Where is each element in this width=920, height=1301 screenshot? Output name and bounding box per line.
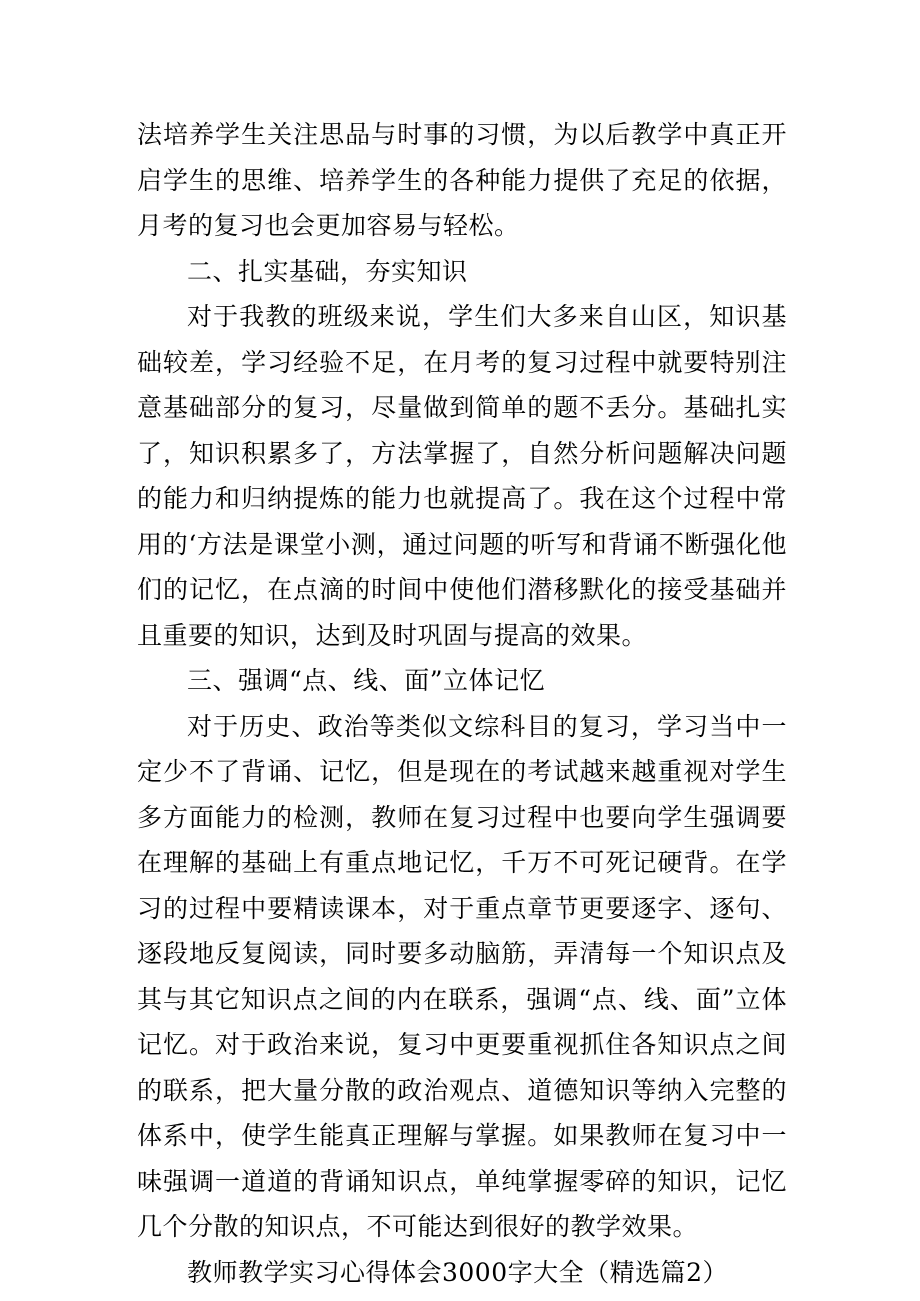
section-heading-2: 二、扎实基础，夯实知识	[187, 256, 468, 286]
paragraph-memory: 对于历史、政治等类似文综科目的复习，学习当中一定少不了背诵、记忆，但是现在的考试越来越重视对学生多方面能力的检测，教师在复习过程中也要向学生强调要在理解的基础上有重点地记忆，千万不可死记硬背。在学习的过程中要精读课本，对于重点章节更要逐字、逐句、逐段地反复阅读，同时要多动脑筋，弄清每一个知识点及其与其它知识点之间的内在联系，强调“点、线、面”立体记忆。对于政治来说，复习中更要重视抓住各知识点之间的联系，把大量分散的政治观点、道德知识等纳入完整的体系中，使学生能真正理解与掌握。如果教师在复习中一味强调一道道的背诵知识点，单纯掌握零碎的知识，记忆几个分散的知识点，不可能达到很好的教学效果。	[137, 711, 787, 1241]
section-heading-3: 三、强调“点、线、面”立体记忆	[187, 666, 546, 695]
document-body	[137, 112, 787, 1295]
paragraph-basics: 对于我教的班级来说，学生们大多来自山区，知识基础较差，学习经验不足，在月考的复习过程中就要特别注意基础部分的复习，尽量做到简单的题不丢分。基础扎实了，知识积累多了，方法掌握了，自然分析问题解决问题的能力和归纳提炼的能力也就提高了。我在这个过程中常用的‘方法是课堂小测，通过问题的听写和背诵不断强化他们的记忆，在点滴的时间中使他们潜移默化的接受基础并且重要的知识，达到及时巩固与提高的效果。	[137, 302, 787, 650]
paragraph-continuation: 法培养学生关注思品与时事的习惯，为以后教学中真正开启学生的思维、培养学生的各种能力提供了充足的依据，月考的复习也会更加容易与轻松。	[137, 120, 787, 240]
article-title-part-2: 教师教学实习心得体会3000字大全（精选篇2）	[187, 1257, 729, 1287]
